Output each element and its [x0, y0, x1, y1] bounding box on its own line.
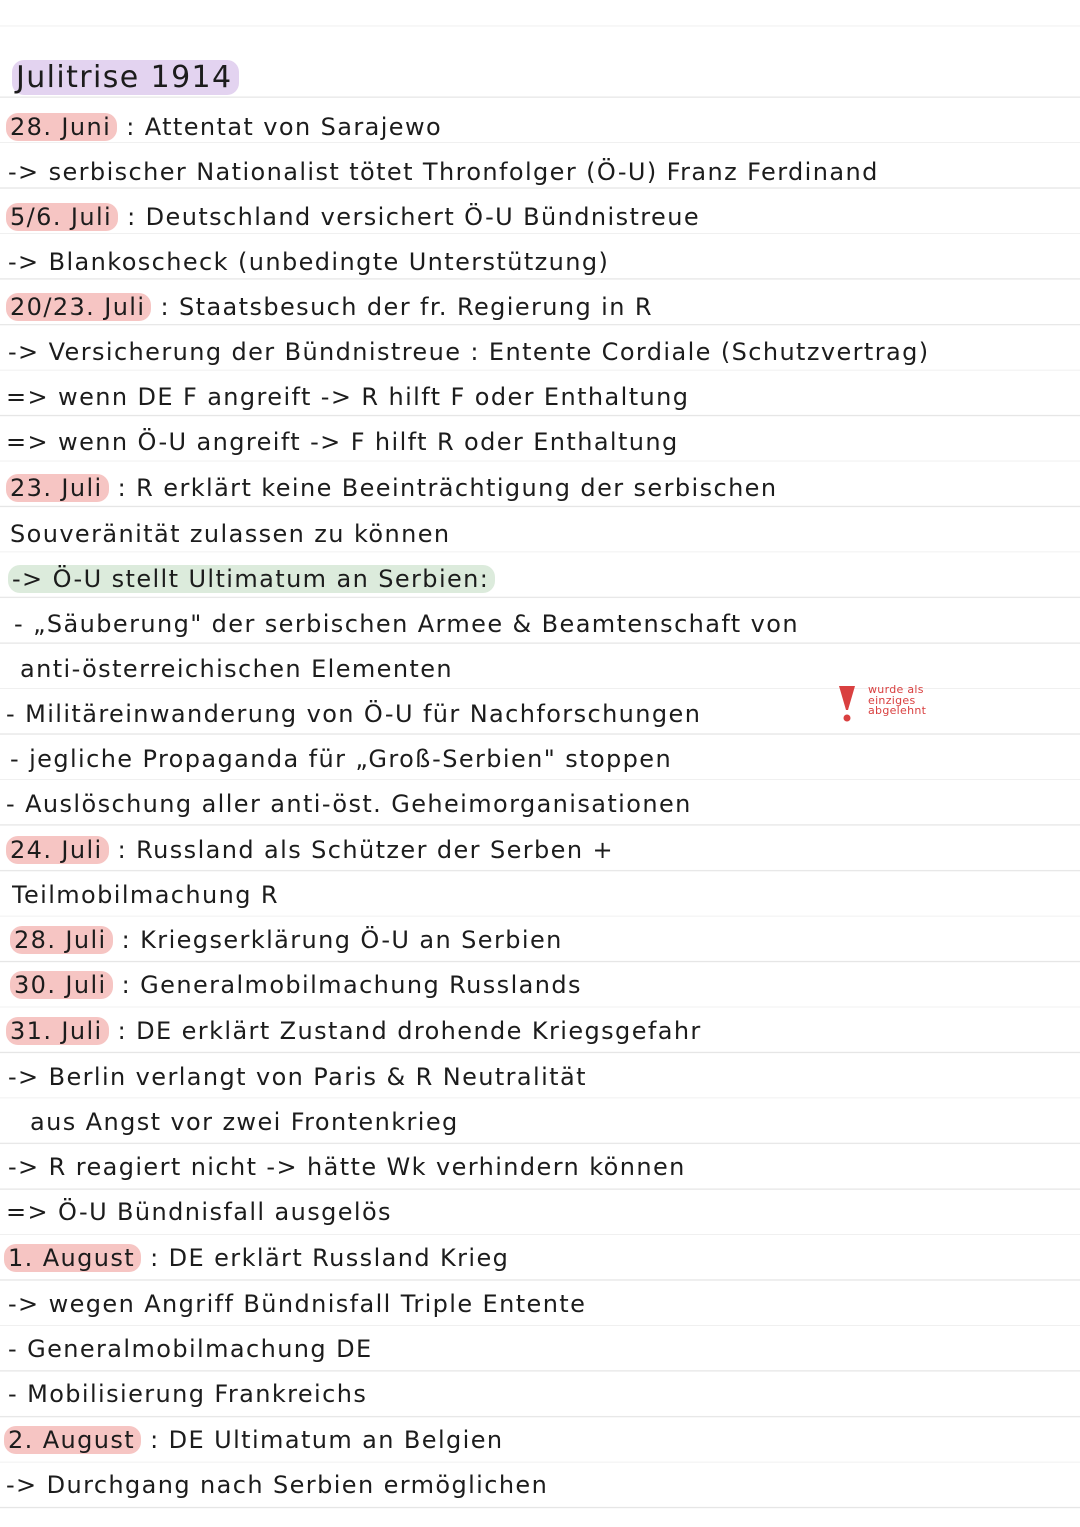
date-tag: 23. Juli — [6, 474, 109, 502]
title-line — [12, 55, 1080, 100]
list-item — [8, 150, 1080, 195]
note-text: Attentat von Sarajewo — [144, 113, 443, 141]
list-item: 24. Juli : Russland als Schützer der Serben + — [6, 828, 1080, 873]
note-text: - jegliche Propaganda für „Groß-Serbien" stoppen — [10, 745, 673, 773]
list-item — [12, 873, 1080, 918]
side-note — [836, 684, 976, 724]
date-tag: 31. Juli — [6, 1017, 109, 1045]
list-item: 31. Juli : DE erklärt Zustand drohende Kriegsgefahr — [6, 1009, 1080, 1054]
note-text: => wenn Ö-U angreift -> F hilft R oder Enthaltung — [6, 428, 679, 456]
side-note-text: wurde als einziges abgelehnt — [868, 683, 927, 717]
note-text: - „Säuberung" der serbischen Armee & Beamtenschaft von — [14, 610, 799, 638]
date-tag: 2. August — [4, 1426, 141, 1454]
list-item: 28. Juni : Attentat von Sarajewo — [6, 105, 1080, 150]
note-text: DE Ultimatum an Belgien — [168, 1426, 504, 1454]
list-item — [6, 420, 1080, 465]
list-item — [6, 692, 826, 737]
list-item — [10, 512, 1080, 557]
list-item — [6, 782, 1080, 827]
date-tag: 28. Juli — [10, 926, 113, 954]
note-text: - Militäreinwanderung von Ö-U für Nachforschungen — [6, 700, 702, 728]
date-tag: 5/6. Juli — [6, 203, 118, 231]
list-item — [8, 1327, 1080, 1372]
list-item — [8, 1372, 1080, 1417]
list-item — [30, 1100, 1080, 1145]
page-title: Julitrise 1914 — [12, 60, 239, 95]
note-text: Kriegserklärung Ö-U an Serbien — [140, 926, 563, 954]
list-item: 23. Juli : R erklärt keine Beeinträchtigung der serbischen — [6, 466, 1080, 511]
note-text: -> wegen Angriff Bündnisfall Triple Entente — [8, 1290, 587, 1318]
list-item: 5/6. Juli : Deutschland versichert Ö-U Bündnistreue — [6, 195, 1080, 240]
list-item — [10, 737, 1080, 782]
list-item — [8, 1055, 1080, 1100]
note-text: Deutschland versichert Ö-U Bündnistreue — [145, 203, 700, 231]
note-text: Staatsbesuch der fr. Regierung in R — [179, 293, 653, 321]
list-item: 1. August : DE erklärt Russland Krieg — [4, 1236, 1079, 1281]
list-item: 28. Juli : Kriegserklärung Ö-U an Serbien — [10, 918, 1080, 963]
list-item: 30. Juli : Generalmobilmachung Russlands — [10, 963, 1080, 1008]
note-text: anti-österreichischen Elementen — [20, 655, 454, 683]
note-text: Souveränität zulassen zu können — [10, 520, 451, 548]
note-text: Teilmobilmachung R — [12, 881, 279, 909]
note-text: DE erklärt Zustand drohende Kriegsgefahr — [136, 1017, 702, 1045]
list-item — [14, 602, 1080, 647]
note-text: - Generalmobilmachung DE — [8, 1335, 373, 1363]
note-text: -> Blankoscheck (unbedingte Unterstützung) — [8, 248, 610, 276]
ultimatum-heading: -> Ö-U stellt Ultimatum an Serbien: — [8, 565, 495, 593]
note-text: => Ö-U Bündnisfall ausgelös — [6, 1198, 392, 1226]
note-text: aus Angst vor zwei Frontenkrieg — [30, 1108, 459, 1136]
date-tag: 24. Juli — [6, 836, 109, 864]
date-tag: 28. Juni — [6, 113, 117, 141]
note-text: -> Berlin verlangt von Paris & R Neutralität — [8, 1063, 587, 1091]
note-text: => wenn DE F angreift -> R hilft F oder Enthaltung — [6, 383, 690, 411]
note-text: -> R reagiert nicht -> hätte Wk verhindern können — [8, 1153, 686, 1181]
list-item — [8, 1282, 1080, 1327]
date-tag: 30. Juli — [10, 971, 113, 999]
list-item — [6, 1463, 1080, 1508]
note-text: DE erklärt Russland Krieg — [168, 1244, 510, 1272]
note-text: -> Versicherung der Bündnistreue : Entente Cordiale (Schutzvertrag) — [8, 338, 930, 366]
note-text: Russland als Schützer der Serben + — [136, 836, 614, 864]
note-text: - Mobilisierung Frankreichs — [8, 1380, 368, 1408]
list-item — [6, 375, 1080, 420]
date-tag: 1. August — [4, 1244, 141, 1272]
exclamation-icon — [836, 684, 858, 724]
list-item — [6, 1190, 1080, 1235]
list-item: 20/23. Juli : Staatsbesuch der fr. Regierung in R — [6, 285, 1080, 330]
note-text: -> Durchgang nach Serbien ermöglichen — [6, 1471, 549, 1499]
note-text: - Auslöschung aller anti-öst. Geheimorganisationen — [6, 790, 692, 818]
list-item: 2. August : DE Ultimatum an Belgien — [4, 1418, 1079, 1463]
list-item — [8, 1145, 1080, 1190]
date-tag: 20/23. Juli — [6, 293, 151, 321]
list-item — [8, 330, 1080, 375]
list-item — [8, 557, 1080, 602]
note-text: -> serbischer Nationalist tötet Thronfolger (Ö-U) Franz Ferdinand — [8, 158, 879, 186]
note-text: Generalmobilmachung Russlands — [140, 971, 582, 999]
list-item — [8, 240, 1080, 285]
note-text: R erklärt keine Beeinträchtigung der serbischen — [136, 474, 778, 502]
